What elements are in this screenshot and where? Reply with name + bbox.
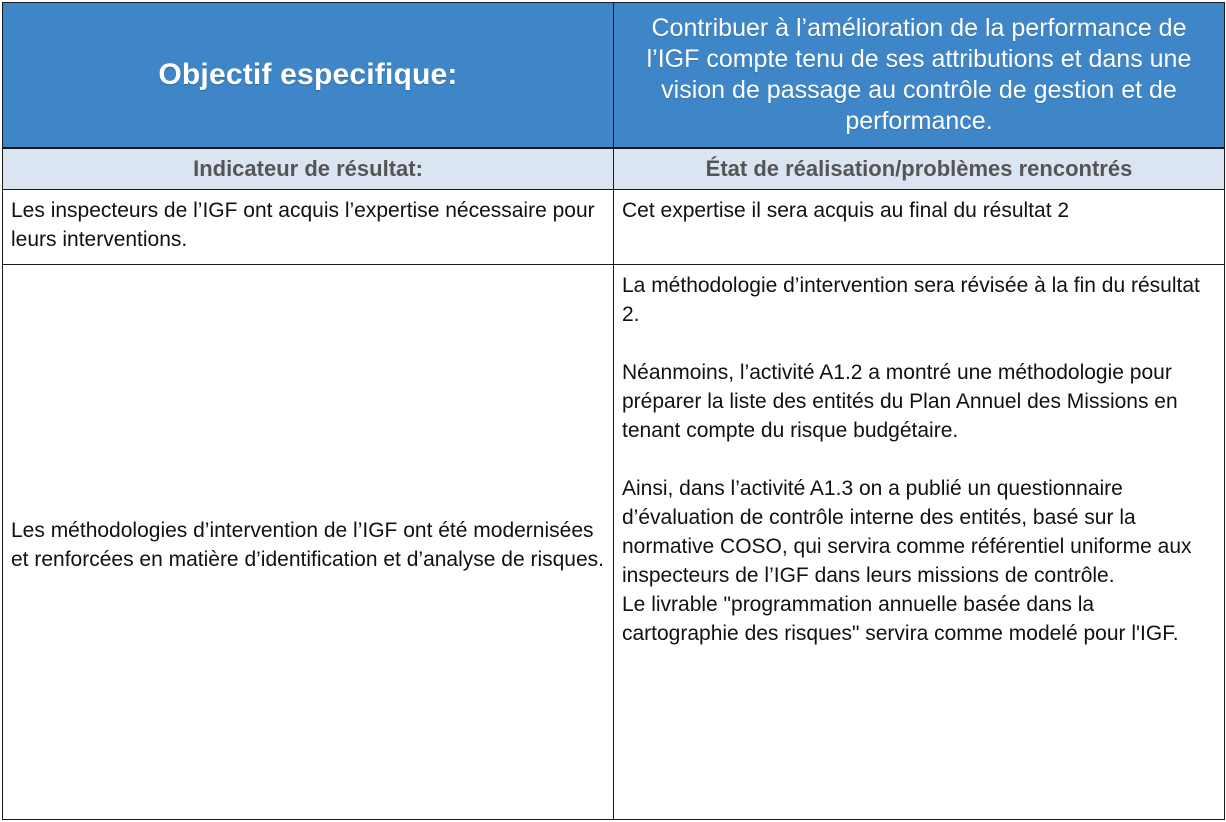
objective-text: Contribuer à l’amélioration de la performance de l’IGF compte tenu de ses attributions et dans une vision de passage au contrôle de gestion et de performance. bbox=[646, 14, 1192, 135]
status-paragraph-3: Ainsi, dans l’activité A1.3 on a publié un questionnaire d’évaluation de contrôle interne des entités, basé sur la normative COSO, qui servira comme référentiel uniforme aux inspecteurs de l’IGF dans leurs missions de contrôle. bbox=[622, 477, 1192, 587]
indicator-text: Les inspecteurs de l’IGF ont acquis l’expertise nécessaire pour leurs interventions. bbox=[11, 199, 595, 251]
status-cell bbox=[614, 265, 1225, 820]
objective-header-row bbox=[3, 3, 1225, 149]
table-row bbox=[3, 265, 1225, 820]
status-cell bbox=[614, 190, 1225, 265]
objective-text-cell bbox=[614, 3, 1225, 149]
status-column-label: État de réalisation/problèmes rencontrés bbox=[705, 156, 1133, 181]
indicator-column-label: Indicateur de résultat: bbox=[193, 156, 423, 181]
indicator-cell bbox=[3, 190, 614, 265]
results-table bbox=[2, 2, 1225, 820]
status-column-header bbox=[614, 148, 1225, 190]
status-paragraph-2: Néanmoins, l’activité A1.2 a montré une méthodologie pour préparer la liste des entités du Plan Annuel des Missions en tenant compte du risque budgétaire. bbox=[622, 361, 1178, 442]
indicator-column-header bbox=[3, 148, 614, 190]
table-row bbox=[3, 190, 1225, 265]
indicator-text: Les méthodologies d’intervention de l’IGF ont été modernisées et renforcées en matière d’identification et d’analyse de risques. bbox=[11, 519, 605, 571]
status-paragraph-4: Le livrable "programmation annuelle basée dans la cartographie des risques" servira comme modelé pour l'IGF. bbox=[622, 593, 1179, 645]
status-paragraph-1: La méthodologie d’intervention sera révisée à la fin du résultat 2. bbox=[622, 274, 1200, 326]
status-text: Cet expertise il sera acquis au final du résultat 2 bbox=[622, 199, 1070, 222]
indicator-cell bbox=[3, 265, 614, 820]
objective-label: Objectif especifique: bbox=[158, 58, 458, 91]
objective-label-cell bbox=[3, 3, 614, 149]
column-header-row bbox=[3, 148, 1225, 190]
